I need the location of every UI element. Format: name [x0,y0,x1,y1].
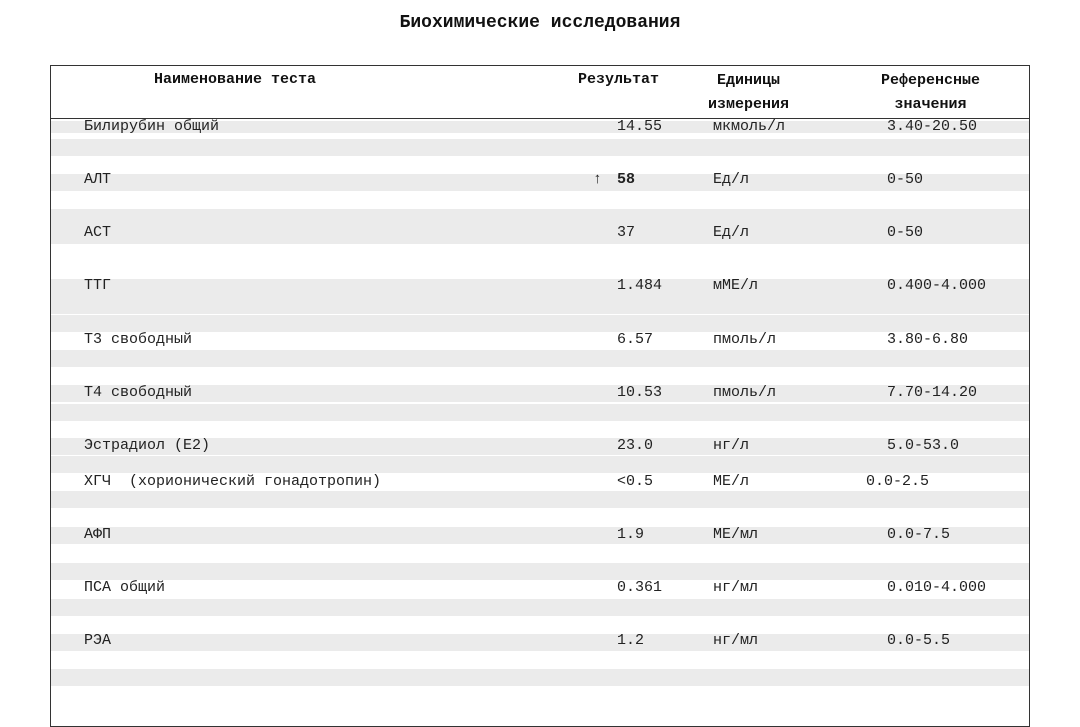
test-result: 23.0 [617,437,654,454]
table-row [51,383,1029,403]
test-name: АФП [84,526,112,543]
test-result: 0.361 [617,579,663,596]
column-header-reference-line2: значения [894,96,967,113]
test-reference: 0.010-4.000 [887,579,987,596]
table-row [51,330,1029,350]
table-row [51,223,1029,243]
test-units: МЕ/л [713,473,750,490]
test-result: 6.57 [617,331,654,348]
table-row [51,631,1029,651]
row-stripe [51,404,1029,421]
row-stripe [51,350,1029,367]
column-header-reference [881,69,980,117]
column-header-units-line1: Единицы [717,72,781,89]
column-header-units-line2: измерения [708,96,790,113]
test-reference: 0.0-2.5 [866,473,930,490]
test-name: ХГЧ (хорионический гонадотропин) [84,473,382,490]
test-result: 14.55 [617,118,663,135]
test-reference: 3.40-20.50 [887,118,978,135]
row-stripe [51,669,1029,686]
results-table [50,65,1030,727]
test-name: Билирубин общий [84,118,220,135]
test-units: пмоль/л [713,331,777,348]
test-units: нг/л [713,437,750,454]
arrow-up-icon: ↑ [593,171,603,188]
test-units: нг/мл [713,632,759,649]
test-units: Ед/л [713,171,750,188]
table-row [51,117,1029,137]
test-result: 1.9 [617,526,645,543]
test-units: Ед/л [713,224,750,241]
table-row [51,472,1029,492]
test-name: АЛТ [84,171,112,188]
column-header-units [708,69,789,117]
test-units: МЕ/мл [713,526,759,543]
page-title: Биохимические исследования [399,13,681,33]
test-reference: 0.0-5.5 [887,632,951,649]
test-result: <0.5 [617,473,654,490]
row-stripe [51,456,1029,473]
test-result: 1.2 [617,632,645,649]
column-header-name: Наименование теста [154,71,317,88]
test-reference: 0-50 [887,224,924,241]
test-name: Т3 свободный [84,331,193,348]
test-name: Т4 свободный [84,384,193,401]
table-row [51,170,1029,190]
test-result: 1.484 [617,277,663,294]
column-header-reference-line1: Референсные [881,72,981,89]
test-result: 37 [617,224,636,241]
test-units: мМЕ/л [713,277,759,294]
test-reference: 3.80-6.80 [887,331,969,348]
test-result: 58 [617,171,636,188]
row-stripe [51,139,1029,156]
test-reference: 5.0-53.0 [887,437,960,454]
table-header [51,66,1029,118]
test-name: ТТГ [84,277,112,294]
row-stripe [51,491,1029,508]
test-name: Эстрадиол (E2) [84,437,211,454]
test-name: РЭА [84,632,112,649]
test-units: нг/мл [713,579,759,596]
table-row [51,578,1029,598]
test-reference: 7.70-14.20 [887,384,978,401]
table-row [51,436,1029,456]
test-name: АСТ [84,224,112,241]
table-row [51,525,1029,545]
test-units: мкмоль/л [713,118,786,135]
test-name: ПСА общий [84,579,166,596]
test-reference: 0.400-4.000 [887,277,987,294]
test-units: пмоль/л [713,384,777,401]
test-reference: 0-50 [887,171,924,188]
test-result: 10.53 [617,384,663,401]
column-header-result: Результат [578,71,660,88]
table-row [51,276,1029,296]
row-stripe [51,599,1029,616]
test-reference: 0.0-7.5 [887,526,951,543]
